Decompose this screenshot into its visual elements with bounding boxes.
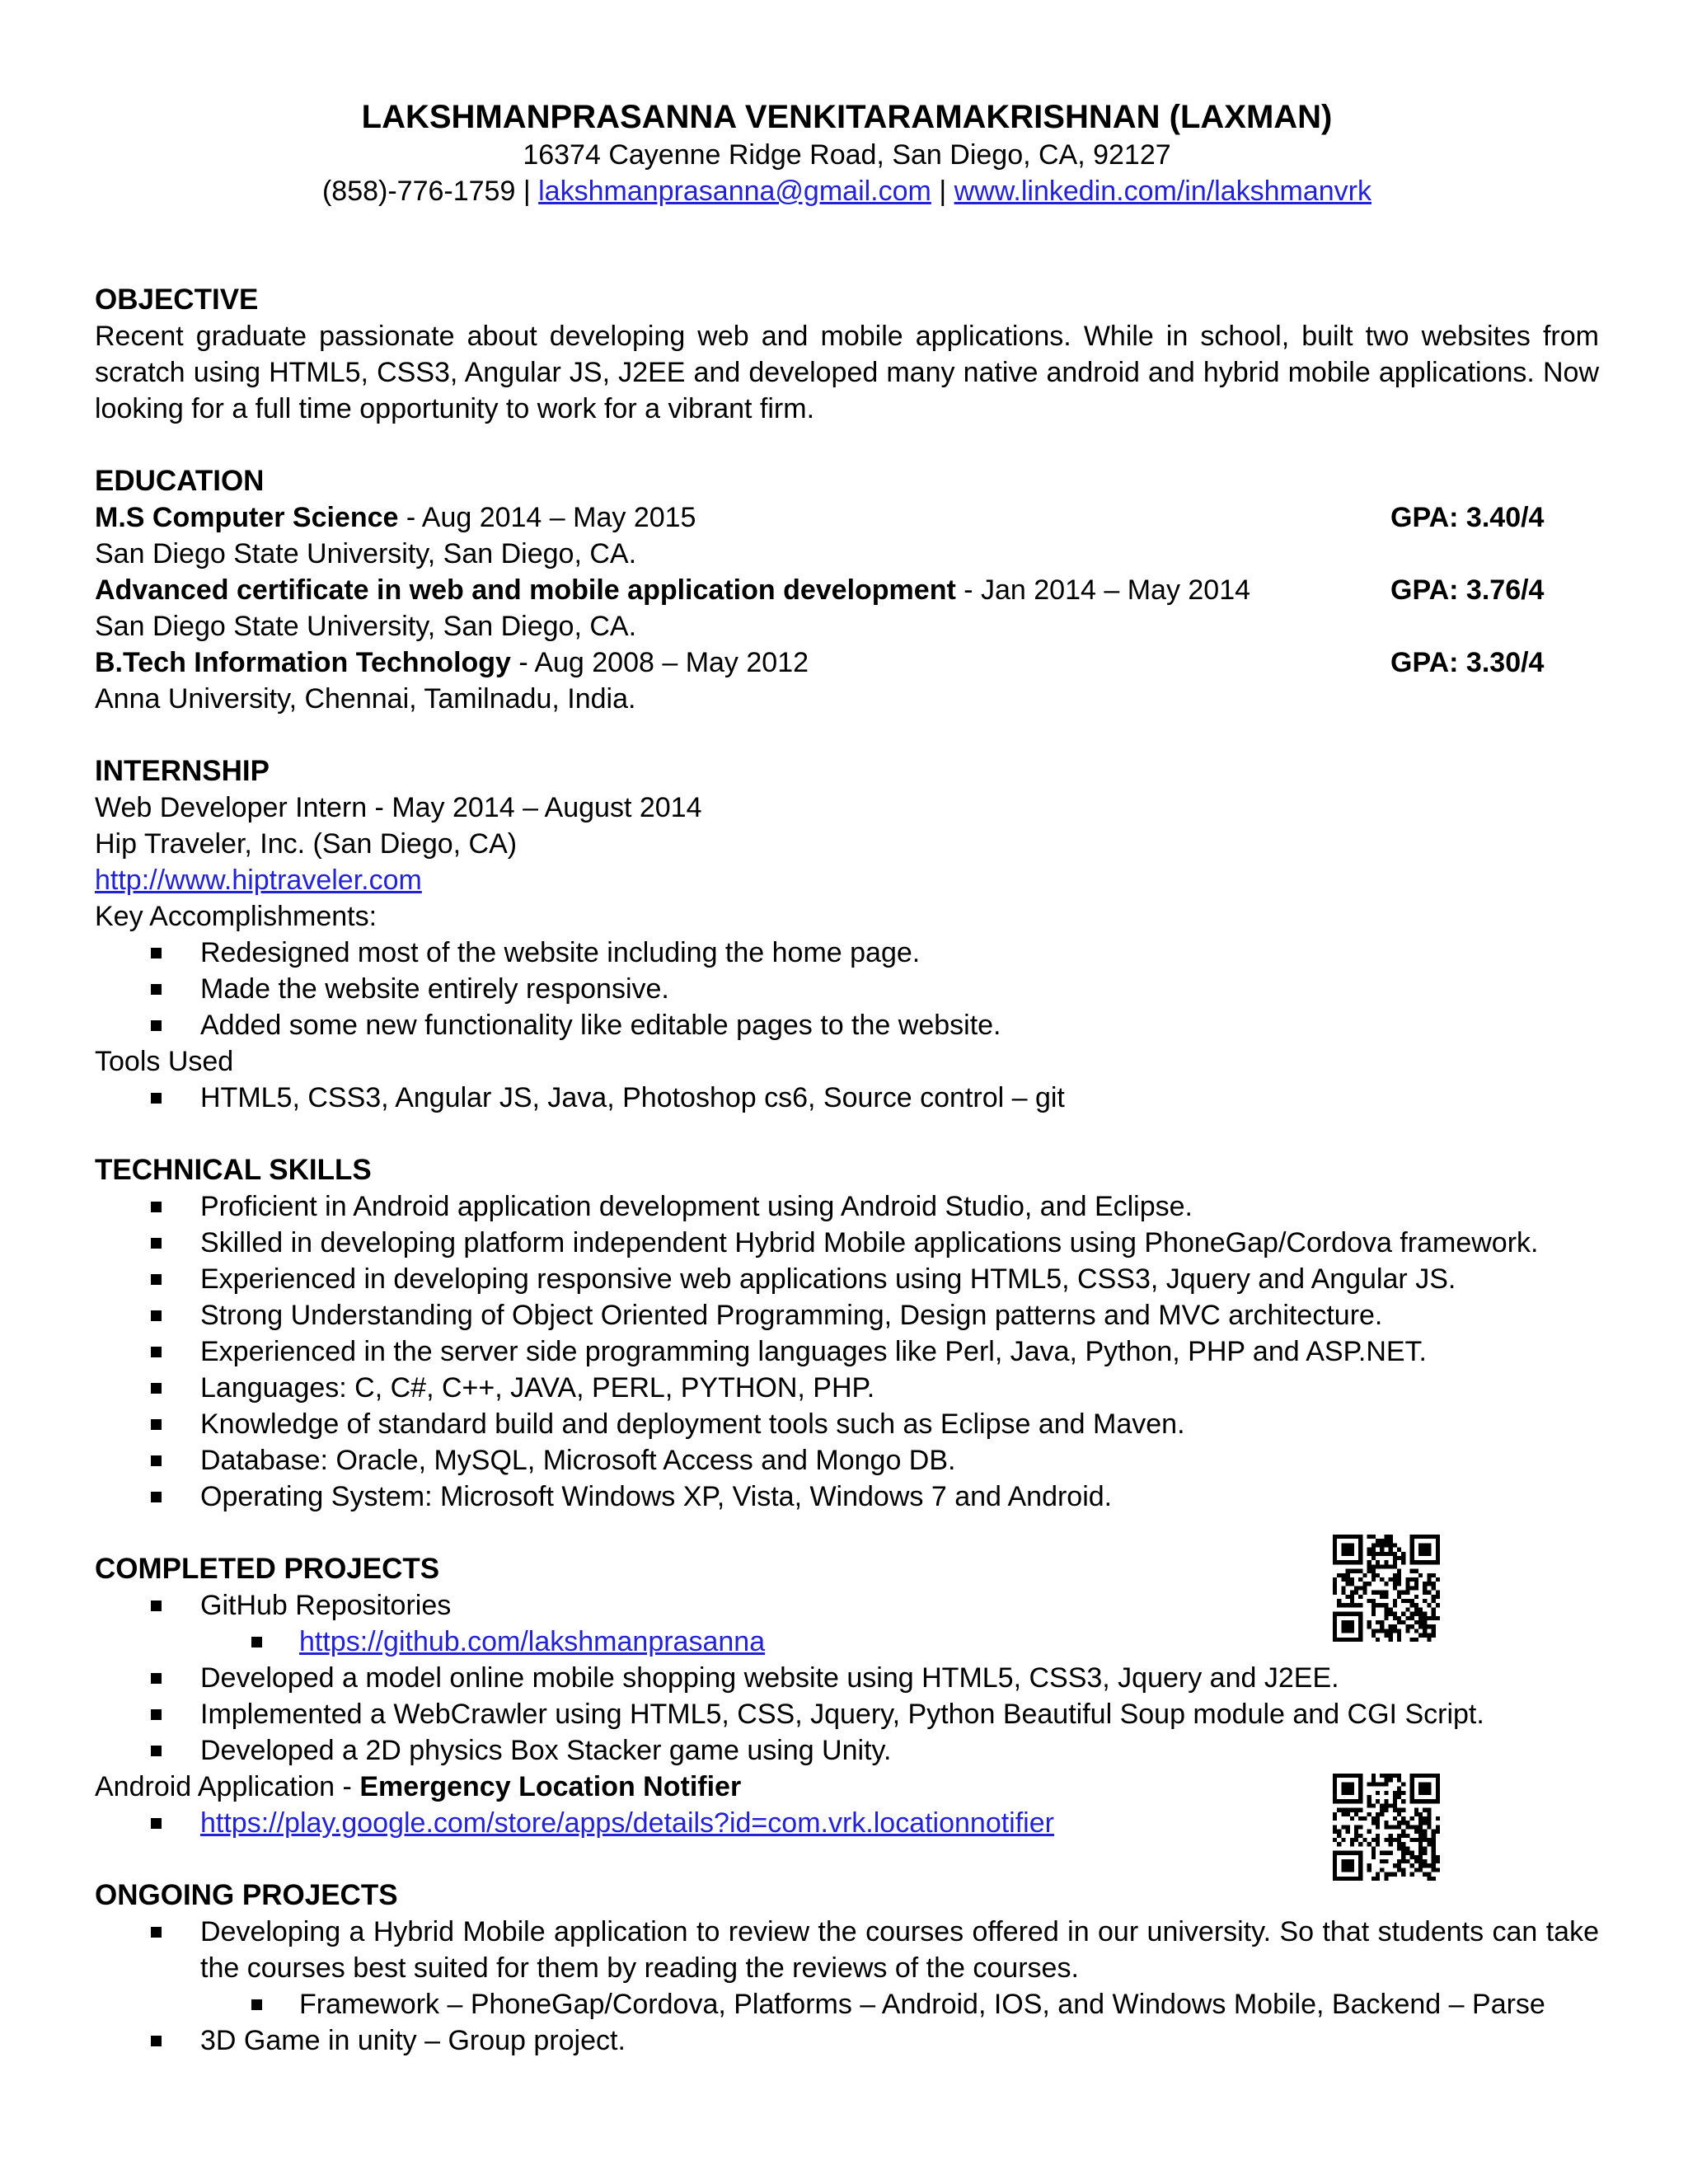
project-prefix: Android Application -: [95, 1771, 360, 1802]
separator: [946, 176, 954, 207]
bullet-item: Languages: C, C#, C++, JAVA, PERL, PYTHON, PHP.: [95, 1370, 1599, 1406]
phone-number: (858)-776-1759: [321, 176, 516, 207]
objective-heading: OBJECTIVE: [95, 284, 259, 316]
project-name: Emergency Location Notifier: [359, 1771, 742, 1802]
bullet-item: Operating System: Microsoft Windows XP, Vista, Windows 7 and Android.: [95, 1479, 1599, 1515]
company-website-link[interactable]: http://www.hiptraveler.com: [95, 865, 422, 896]
qr-code-play-store-app-icon: [1333, 1774, 1440, 1881]
bullet-item: Implemented a WebCrawler using HTML5, CSS, Jquery, Python Beautiful Soup module and CGI Script.: [95, 1696, 1599, 1732]
bullet-item: Database: Oracle, MySQL, Microsoft Access and Mongo DB.: [95, 1442, 1599, 1479]
bullet-item: Proficient in Android application development using Android Studio, and Eclipse.: [95, 1188, 1599, 1225]
gpa-value: GPA: 3.40/4: [1390, 502, 1545, 533]
linkedin-link[interactable]: www.linkedin.com/in/lakshmanvrk: [954, 176, 1372, 207]
separator: [931, 176, 939, 207]
degree-dates: - Aug 2008 – May 2012: [510, 647, 809, 678]
contact-line: [95, 173, 1599, 209]
bullet-item: Strong Understanding of Object Oriented Programming, Design patterns and MVC architecture.: [95, 1297, 1599, 1333]
candidate-name: LAKSHMANPRASANNA VENKITARAMAKRISHNAN (LAXMAN): [361, 99, 1333, 135]
bullet-item: Experienced in developing responsive web applications using HTML5, CSS3, Jquery and Angular JS.: [95, 1261, 1599, 1297]
bullet-item: Framework – PhoneGap/Cordova, Platforms – Android, IOS, and Windows Mobile, Backend – Parse: [95, 1986, 1599, 2022]
education-entry-school: San Diego State University, San Diego, CA.: [95, 538, 637, 569]
internship-role: Web Developer Intern - May 2014 – August 2014: [95, 792, 702, 823]
internship-url-row: [95, 862, 1599, 898]
accomplishments-list: [95, 935, 1599, 1043]
degree-dates: - Aug 2014 – May 2015: [398, 502, 696, 533]
address-line: 16374 Cayenne Ridge Road, San Diego, CA, 92127: [523, 139, 1171, 171]
gpa-value: GPA: 3.30/4: [1390, 647, 1545, 678]
internship-heading: INTERNSHIP: [95, 755, 270, 787]
bullet-item: Developed a 2D physics Box Stacker game using Unity.: [95, 1732, 1599, 1769]
bullet-item: Knowledge of standard build and deployment tools such as Eclipse and Maven.: [95, 1406, 1599, 1442]
bullet-item: Skilled in developing platform independent Hybrid Mobile applications using PhoneGap/Cordova framework.: [95, 1225, 1599, 1261]
section-internship: [95, 753, 1599, 1116]
key-accomplishments-label: Key Accomplishments:: [95, 901, 377, 932]
technical-skills-heading: TECHNICAL SKILLS: [95, 1154, 372, 1186]
project-link[interactable]: https://play.google.com/store/apps/details?id=com.vrk.locationnotifier: [200, 1807, 1054, 1839]
pipe-separator: |: [523, 176, 531, 207]
bullet-item: Made the website entirely responsive.: [95, 971, 1599, 1007]
bullet-item: HTML5, CSS3, Angular JS, Java, Photoshop cs6, Source control – git: [95, 1080, 1599, 1116]
objective-text: Recent graduate passionate about developing web and mobile applications. While in school, built two websites from scratch using HTML5, CSS3, Angular JS, J2EE and developed many native android and hybrid mobile applications. Now looking for a full time opportunity to work for a vibrant firm.: [95, 321, 1599, 424]
education-heading: EDUCATION: [95, 465, 265, 497]
education-entry-school: San Diego State University, San Diego, CA.: [95, 611, 637, 642]
bullet-item: Added some new functionality like editable pages to the website.: [95, 1007, 1599, 1043]
degree-name: M.S Computer Science: [95, 502, 399, 533]
bullet-item: GitHub Repositories: [95, 1587, 1599, 1624]
education-entry-degree: [95, 499, 1599, 536]
education-entry-school: Anna University, Chennai, Tamilnadu, India.: [95, 683, 636, 715]
technical-skills-list: [95, 1188, 1599, 1515]
bullet-item: Experienced in the server side programming languages like Perl, Java, Python, PHP and ASP.NET.: [95, 1333, 1599, 1370]
completed-projects-heading: COMPLETED PROJECTS: [95, 1553, 440, 1585]
tools-list: [95, 1080, 1599, 1116]
education-entry-degree: [95, 644, 1599, 681]
internship-company: Hip Traveler, Inc. (San Diego, CA): [95, 828, 518, 860]
bullet-item: Developing a Hybrid Mobile application to review the courses offered in our university. So that students can take the courses best suited for them by reading the reviews of the courses.: [95, 1914, 1599, 1986]
bullet-item: Redesigned most of the website including the home page.: [95, 935, 1599, 971]
pipe-separator: |: [939, 176, 947, 207]
email-link[interactable]: lakshmanprasanna@gmail.com: [538, 176, 931, 207]
separator: [515, 176, 523, 207]
separator: [531, 176, 538, 207]
project-link[interactable]: https://github.com/lakshmanprasanna: [299, 1626, 766, 1657]
bullet-item: 3D Game in unity – Group project.: [95, 2022, 1599, 2059]
section-education: [95, 463, 1599, 717]
gpa-value: GPA: 3.76/4: [1390, 574, 1545, 606]
section-ongoing-projects: [95, 1877, 1599, 2059]
ongoing-projects-list: [95, 1914, 1599, 2059]
degree-name: B.Tech Information Technology: [95, 647, 511, 678]
degree-dates: - Jan 2014 – May 2014: [955, 574, 1251, 606]
degree-name: Advanced certificate in web and mobile application development: [95, 574, 956, 606]
qr-code-github-repositories-icon: [1333, 1535, 1440, 1642]
section-technical-skills: [95, 1152, 1599, 1515]
tools-used-label: Tools Used: [95, 1046, 234, 1077]
education-entry-degree: [95, 572, 1599, 608]
section-objective: [95, 282, 1599, 427]
ongoing-projects-heading: ONGOING PROJECTS: [95, 1879, 398, 1911]
bullet-item: Developed a model online mobile shopping website using HTML5, CSS3, Jquery and J2EE.: [95, 1660, 1599, 1696]
